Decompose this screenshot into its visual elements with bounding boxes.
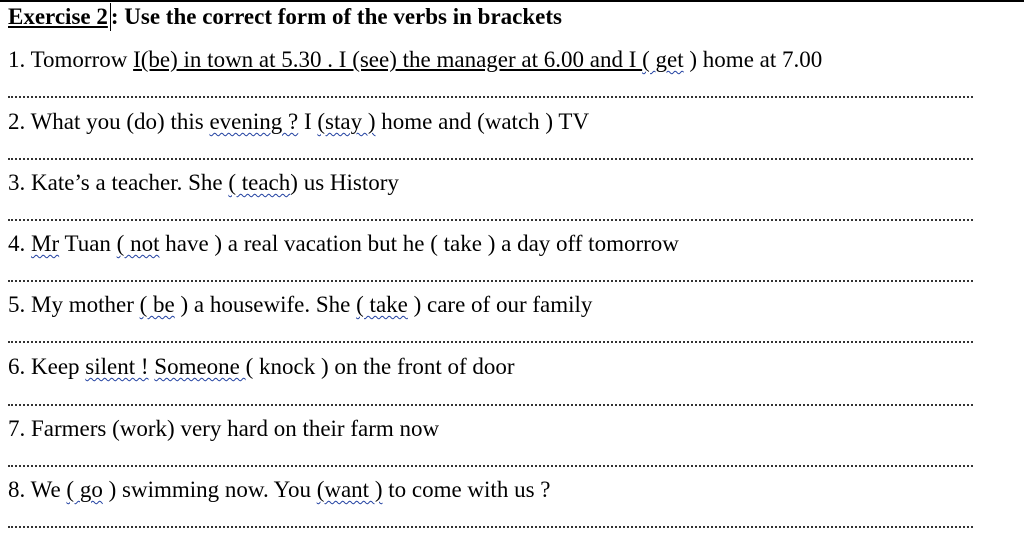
item-text: ) swimming now. You (102, 477, 317, 502)
item-text: I(be) in town at 5.30 . I (see) the manager at 6.00 and I (133, 47, 643, 72)
spellcheck-mark: (stay ) (317, 109, 376, 134)
exercise-item-7 (8, 415, 439, 443)
item-text: 5. My mother (8, 292, 140, 317)
spellcheck-mark: ( not (116, 231, 160, 256)
answer-line-2[interactable] (8, 158, 973, 160)
item-text: 6. Keep (8, 354, 86, 379)
item-text: Tuan (59, 231, 117, 256)
exercise-item-1 (8, 46, 822, 74)
answer-line-3[interactable] (8, 219, 973, 221)
exercise-instruction: : Use the correct form of the verbs in brackets (110, 4, 562, 29)
exercise-heading (8, 3, 562, 31)
answer-line-5[interactable] (8, 341, 973, 343)
spellcheck-mark: evening ? (209, 109, 299, 134)
item-text: 4. (8, 231, 31, 256)
item-text: 1. Tomorrow (8, 47, 134, 72)
answer-line-6[interactable] (8, 404, 973, 406)
item-text: ( knock ) on the front of door (245, 354, 515, 379)
exercise-item-6 (8, 353, 515, 381)
item-text: 8. We (8, 477, 67, 502)
item-text: to come with us ? (382, 477, 551, 502)
spellcheck-mark: ( go (66, 477, 103, 502)
top-border-line (0, 0, 1024, 2)
item-text: ) home at 7.00 (683, 47, 823, 72)
item-text: ) us History (290, 170, 399, 195)
item-text: home and (watch ) TV (375, 109, 590, 134)
spellcheck-mark: Mr (31, 231, 60, 256)
spellcheck-mark: silent ! (85, 354, 149, 379)
item-text: 7. Farmers (work) very hard on their farm now (8, 416, 440, 441)
exercise-item-8 (8, 476, 550, 504)
answer-line-8[interactable] (8, 526, 973, 528)
spellcheck-mark: ( be (139, 292, 175, 317)
answer-line-1[interactable] (8, 96, 973, 98)
spellcheck-mark: Someone (154, 354, 246, 379)
spellcheck-mark: (want ) (316, 477, 383, 502)
item-text: I (298, 109, 318, 134)
exercise-item-4 (8, 230, 679, 258)
answer-line-4[interactable] (8, 280, 973, 282)
item-text: have ) a real vacation but he ( take ) a day off tomorrow (159, 231, 679, 256)
item-text: ) a housewife. She (174, 292, 357, 317)
exercise-item-5 (8, 291, 592, 319)
exercise-item-3 (8, 169, 399, 197)
spellcheck-mark: ( get (642, 47, 684, 72)
exercise-item-2 (8, 108, 589, 136)
spellcheck-mark: ( take (356, 292, 408, 317)
answer-line-7[interactable] (8, 465, 973, 467)
item-text: ) care of our family (407, 292, 593, 317)
exercise-label: Exercise 2 (8, 3, 111, 31)
item-text: 3. Kate’s a teacher. She (8, 170, 229, 195)
spellcheck-mark: ( teach (228, 170, 291, 195)
item-text: 2. What you (do) this (8, 109, 210, 134)
